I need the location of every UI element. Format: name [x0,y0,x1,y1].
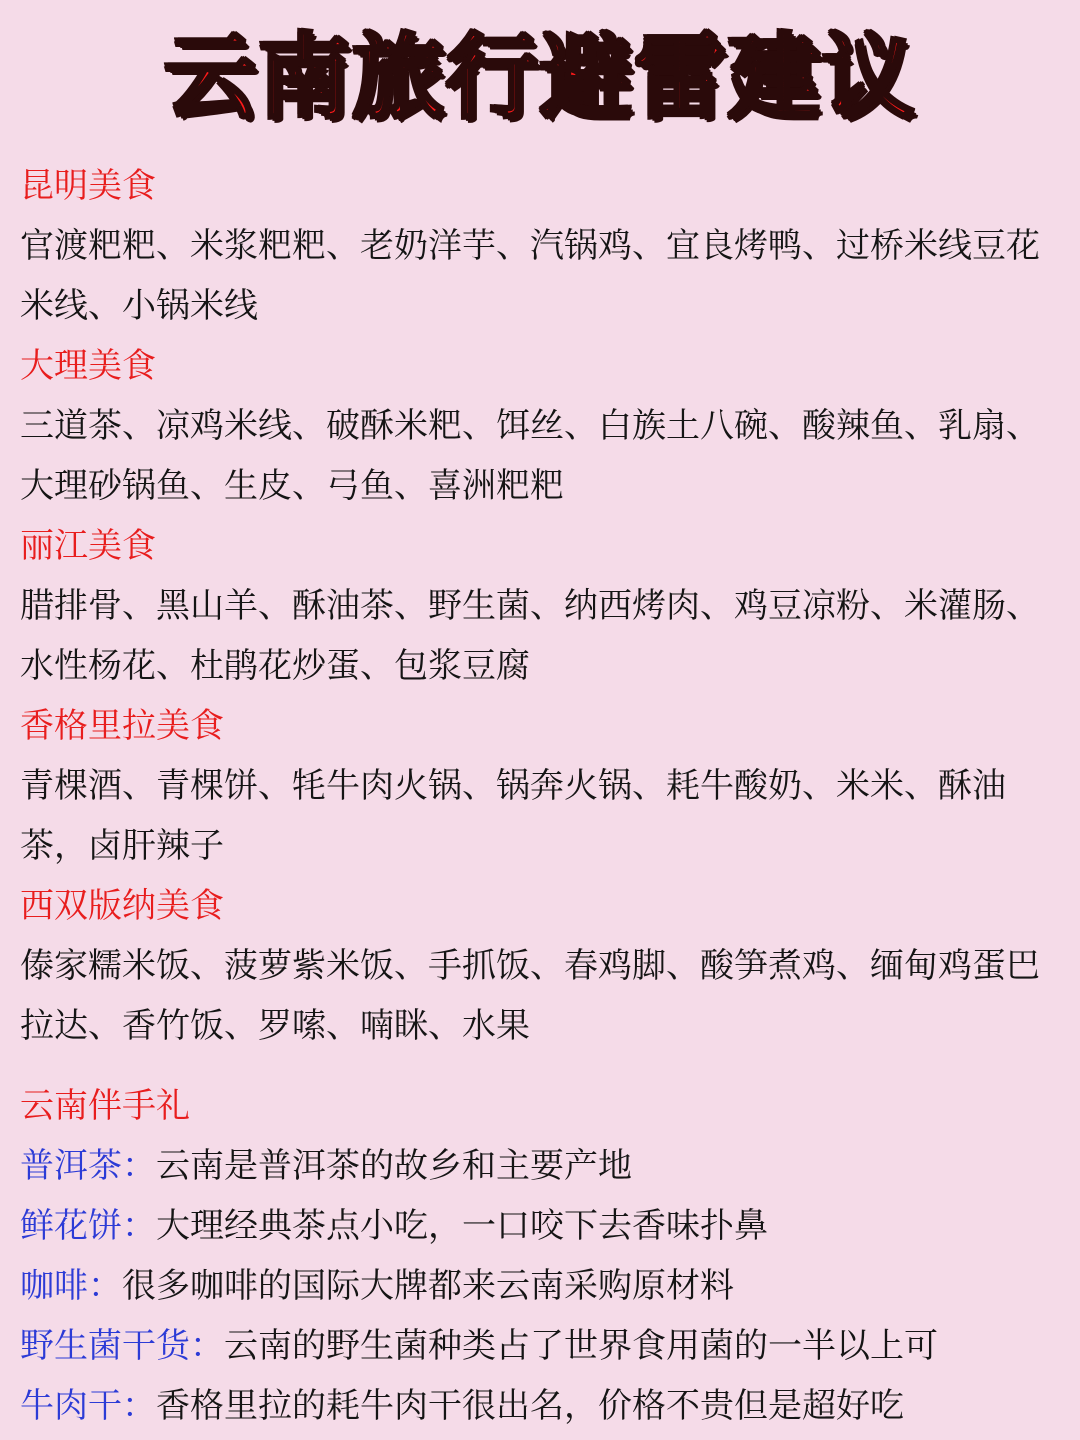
food-section-shangrila [20,696,1060,876]
gift-heading: 云南伴手礼 [20,1086,190,1126]
gift-name: 牛肉干： [20,1386,156,1426]
gift-name: 野生菌干货： [20,1326,224,1366]
gift-item-puer [20,1136,1060,1196]
food-section-lijiang [20,516,1060,696]
gift-name: 咖啡： [20,1266,122,1306]
section-heading: 香格里拉美食 [20,706,224,746]
gift-desc: 香格里拉的耗牛肉干很出名，价格不贵但是超好吃 [156,1386,904,1426]
section-heading: 丽江美食 [20,526,156,566]
section-text: 三道茶、凉鸡米线、破酥米粑、饵丝、白族土八碗、酸辣鱼、乳扇、大理砂锅鱼、生皮、弓鱼、喜洲粑粑 [20,406,1040,506]
gift-item-flower-cake [20,1196,1060,1256]
section-text: 腊排骨、黑山羊、酥油茶、野生菌、纳西烤肉、鸡豆凉粉、米灌肠、水性杨花、杜鹃花炒蛋、包浆豆腐 [20,586,1040,686]
food-section-dali [20,336,1060,516]
gift-desc: 云南是普洱茶的故乡和主要产地 [156,1146,632,1186]
gift-item-mushroom [20,1316,1060,1376]
section-text: 官渡粑粑、米浆粑粑、老奶洋芋、汽锅鸡、宜良烤鸭、过桥米线豆花米线、小锅米线 [20,226,1040,326]
section-gap [20,1056,1060,1076]
food-section-xishuangbanna [20,876,1060,1056]
gift-desc: 大理经典茶点小吃，一口咬下去香味扑鼻 [156,1206,768,1246]
food-section-kunming [20,156,1060,336]
content [20,156,1060,1436]
page-title: 云南旅行避雷建议 [163,24,916,131]
section-heading: 大理美食 [20,346,156,386]
section-heading: 昆明美食 [20,166,156,206]
gift-desc: 很多咖啡的国际大牌都来云南采购原材料 [122,1266,734,1306]
gift-name: 鲜花饼： [20,1206,156,1246]
gift-name: 普洱茶： [20,1146,156,1186]
section-text: 青棵酒、青棵饼、牦牛肉火锅、锅奔火锅、耗牛酸奶、米米、酥油茶，卤肝辣子 [20,766,1006,866]
gift-item-beef-jerky [20,1376,1060,1436]
section-heading: 西双版纳美食 [20,886,224,926]
gift-section [20,1076,1060,1436]
gift-item-coffee [20,1256,1060,1316]
gift-desc: 云南的野生菌种类占了世界食用菌的一半以上可 [224,1326,938,1366]
section-text: 傣家糯米饭、菠萝紫米饭、手抓饭、春鸡脚、酸笋煮鸡、缅甸鸡蛋巴拉达、香竹饭、罗嗦、喃眯、水果 [20,946,1040,1046]
